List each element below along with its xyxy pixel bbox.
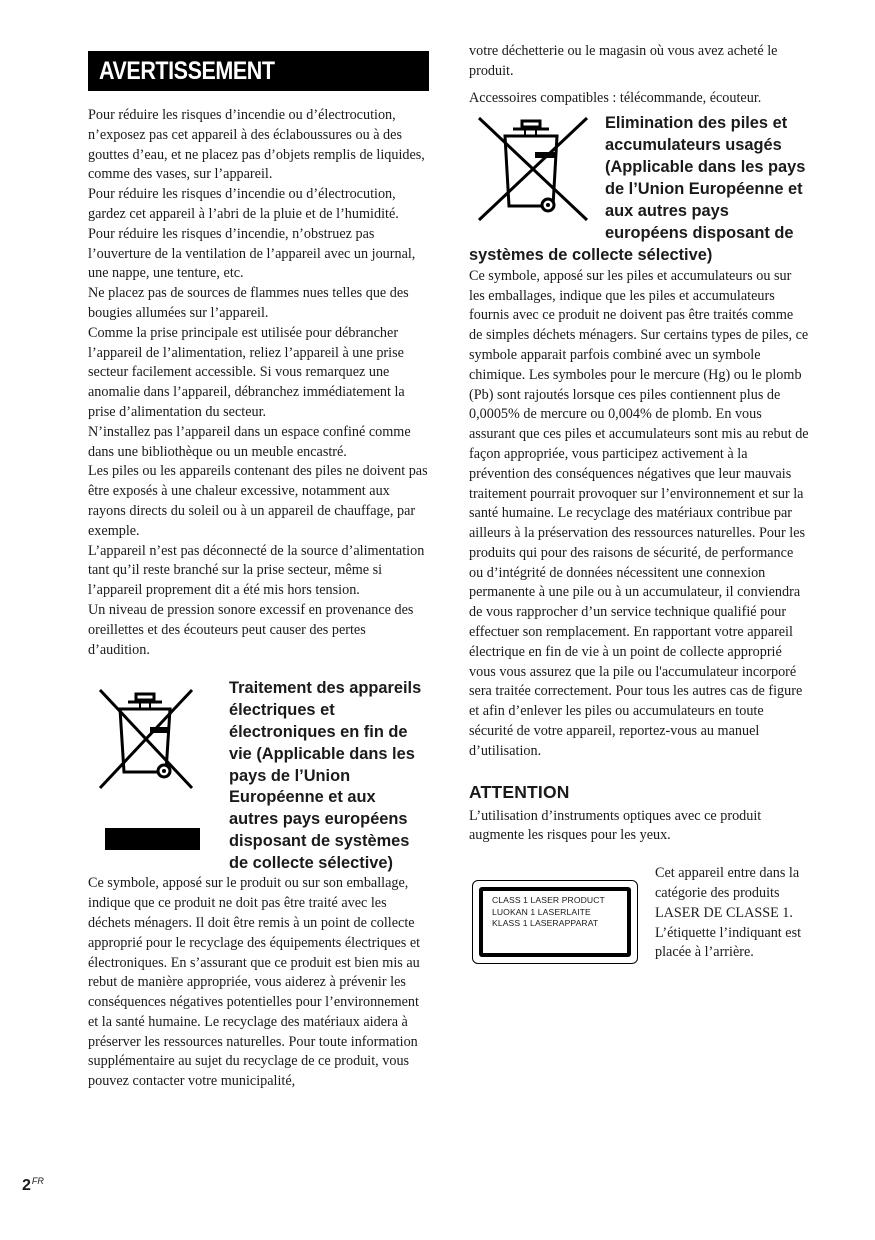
- crossed-out-bin-icon: [469, 112, 599, 224]
- warning-paragraph: Un niveau de pression sonore excessif en provenance des oreillettes et des écouteurs peut causer des pertes d’audition.: [88, 601, 414, 658]
- weee-section: [88, 678, 429, 874]
- warning-title: AVERTISSEMENT: [99, 56, 275, 85]
- attention-body: L’utilisation d’instruments optiques avec ce produit augmente les risques pour les yeux.: [469, 807, 762, 844]
- batteries-body: Ce symbole, apposé sur les piles et accumulateurs ou sur les emballages, indique que les piles et accumulateurs fournis avec ce produit ne doivent pas être traités comme de simples déchets ménagers. Sur certains types de piles, ce symbole apparait parfois combiné avec un symbole chimique. Les symboles pour le mercure (Hg) ou le plomb (Pb) sont rajoutés lorsque ces piles contiennent plus de 0,0005% de mercure ou 0,004% de plomb. En vous assurant que ces piles et accumulateurs sont mis au rebut de façon appropriée, vous participez activement à la prévention des conséquences négatives que leur mauvais traitement pourrait provoquer sur l’environnement et sur la santé humaine. Le recyclage des matériaux contribue par ailleurs à la préservation des ressources naturelles. Pour les produits qui pour des raisons de sécurité, de performance ou d’intégrité de données nécessitent une connexion permanente à une pile ou à un accumulateur, il conviendra de vous rapprocher d’un service technique qualifié pour effectuer son remplacement. En rapportant votre appareil électrique en fin de vie à un point de collecte approprié vous vous assurez que la pile ou l'accumulateur incorporé sera traitée correctement. Pour tous les autres cas de figure et afin d’enlever les piles ou accumulateurs en toute sécurité de votre appareil, reportez-vous au manuel d’utilisation.: [469, 267, 809, 759]
- crossed-out-bin-icon: [92, 682, 202, 797]
- warning-paragraph: L’appareil n’est pas déconnecté de la source d’alimentation tant qu’il reste branché sur la prise secteur, même si l’appareil proprement dit a été mis hors tension.: [88, 542, 425, 599]
- warning-paragraph: Comme la prise principale est utilisée pour débrancher l’appareil de l’alimentation, reliez l’appareil à une prise secteur facilement accessible. Si vous remarquez une anomalie dans l’appareil, débranchez immédiatement la prise d’alimentation du secteur.: [88, 324, 405, 420]
- laser-label-line: LUOKAN 1 LASERLAITE: [492, 906, 591, 917]
- laser-class-label: [472, 880, 638, 964]
- laser-label-text: [483, 891, 627, 953]
- right-column: [469, 42, 809, 974]
- attention-heading: ATTENTION: [469, 781, 570, 802]
- laser-section: [469, 864, 809, 974]
- warning-paragraphs: [88, 106, 429, 660]
- page-lang-suffix: FR: [31, 1176, 44, 1186]
- warning-paragraph: Pour réduire les risques d’incendie ou d’électrocution, gardez cet appareil à l’abri de la pluie et de l’humidité.: [88, 186, 399, 222]
- laser-label-line: CLASS 1 LASER PRODUCT: [492, 895, 605, 906]
- warning-paragraph: Pour réduire les risques d’incendie ou d’électrocution, n’exposez pas cet appareil à des éclaboussures ou à des gouttes d’eau, et ne placez pas d’objets remplis de liquides, comme des vases, sur l’appareil.: [88, 107, 425, 183]
- warning-paragraph: Les piles ou les appareils contenant des piles ne doivent pas être exposés à une chaleur excessive, notamment aux rayons directs du soleil ou à un appareil de chauffage, par exemple.: [88, 463, 428, 539]
- left-column: [88, 51, 429, 1092]
- warning-paragraph: Ne placez pas de sources de flammes nues telles que des bougies allumées sur l’appareil.: [88, 285, 409, 321]
- warning-paragraph: N’installez pas l’appareil dans un espace confiné comme dans une bibliothèque ou un meuble encastré.: [88, 423, 411, 460]
- page-number-value: 2: [22, 1177, 31, 1194]
- laser-description: Cet appareil entre dans la catégorie des produits LASER DE CLASSE 1. L’étiquette l’indiquant est placée à l’arrière.: [655, 865, 802, 961]
- compatible-accessories: Accessoires compatibles : télécommande, écouteur.: [469, 89, 762, 106]
- weee-body-continued: votre déchetterie ou le magasin où vous avez acheté le produit.: [469, 43, 778, 79]
- page-number: [22, 1176, 44, 1195]
- batteries-heading: Elimination des piles et accumulateurs usagés (Applicable dans les pays de l’Union Européenne et aux autres pays européens disposant de systèmes de collecte sélective): [469, 114, 806, 264]
- weee-heading: Traitement des appareils électriques et électroniques en fin de vie (Applicable dans les pays de l’Union Européenne et aux autres pays européens disposant de systèmes de collecte sélective): [229, 679, 422, 872]
- weee-black-bar: [105, 828, 200, 850]
- laser-label-line: KLASS 1 LASERAPPARAT: [492, 918, 599, 929]
- warning-banner: [88, 51, 429, 91]
- weee-body: Ce symbole, apposé sur le produit ou sur son emballage, indique que ce produit ne doit pas être traité avec les déchets ménagers. Il doit être remis à un point de collecte approprié pour le recyclage des équipements électriques et électroniques. En s’assurant que ce produit est bien mis au rebut de manière appropriée, vous aiderez à prévenir les conséquences négatives potentielles pour l’environnement et la santé humaine. Le recyclage des matériaux aidera à préserver les ressources naturelles. Pour toute information supplémentaire au sujet du recyclage de ce produit, vous pouvez contacter votre municipalité,: [88, 875, 421, 1090]
- warning-paragraph: Pour réduire les risques d’incendie, n’obstruez pas l’ouverture de la ventilation de l’appareil avec un journal, une nappe, une tenture, etc.: [88, 225, 416, 282]
- batteries-section: [469, 113, 809, 266]
